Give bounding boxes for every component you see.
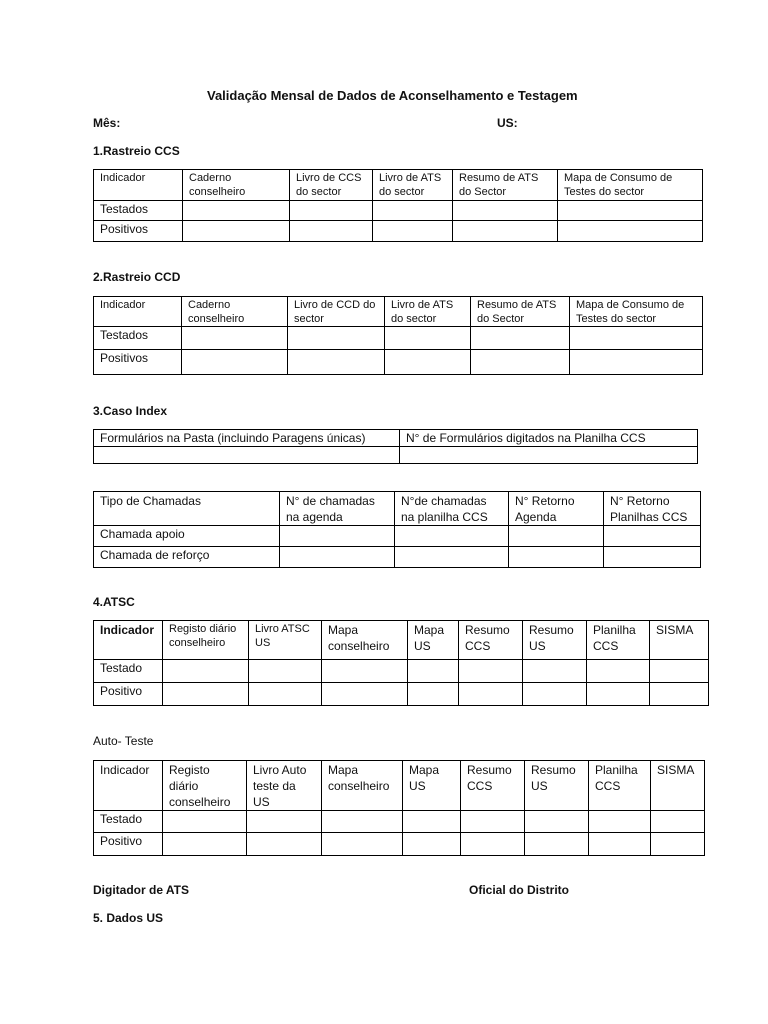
input-cell[interactable]: [288, 350, 385, 375]
header-cell: Mapa US: [403, 761, 461, 811]
input-cell[interactable]: [523, 683, 587, 706]
header-cell: Livro Auto teste da US: [247, 761, 322, 811]
mes-label: Mês:: [93, 116, 121, 130]
header-cell: Caderno conselheiro: [183, 170, 290, 201]
header-cell: Resumo US: [523, 621, 587, 660]
input-cell[interactable]: [247, 811, 322, 833]
input-cell[interactable]: [280, 526, 395, 547]
table-header-row: [94, 430, 698, 447]
input-cell[interactable]: [290, 221, 373, 242]
row-label: Chamada apoio: [94, 526, 280, 547]
atsc-table: [93, 620, 709, 706]
header-cell: N° Retorno Agenda: [509, 492, 604, 526]
input-cell[interactable]: [247, 833, 322, 856]
row-label: Positivo: [94, 683, 163, 706]
input-cell[interactable]: [403, 833, 461, 856]
header-cell: Mapa conselheiro: [322, 621, 408, 660]
input-cell[interactable]: [182, 327, 288, 350]
input-cell[interactable]: [385, 350, 471, 375]
header-cell: Resumo US: [525, 761, 589, 811]
input-cell[interactable]: [461, 833, 525, 856]
rastreio-ccs-table: [93, 169, 703, 242]
header-cell: SISMA: [651, 761, 705, 811]
table-row: [94, 526, 701, 547]
header-cell: Livro ATSC US: [249, 621, 322, 660]
input-cell[interactable]: [509, 547, 604, 568]
header-cell: Resumo de ATS do Sector: [453, 170, 558, 201]
input-cell[interactable]: [280, 547, 395, 568]
row-label: Positivo: [94, 833, 163, 856]
header-cell: Livro de CCS do sector: [290, 170, 373, 201]
input-cell[interactable]: [395, 526, 509, 547]
input-cell[interactable]: [587, 683, 650, 706]
input-cell[interactable]: [322, 833, 403, 856]
input-cell[interactable]: [650, 683, 709, 706]
row-label: Testado: [94, 660, 163, 683]
input-cell[interactable]: [650, 660, 709, 683]
oficial-label: Oficial do Distrito: [469, 883, 570, 897]
header-cell: Indicador: [94, 621, 163, 660]
header-cell: Planilha CCS: [589, 761, 651, 811]
input-cell[interactable]: [604, 547, 701, 568]
input-cell[interactable]: [471, 350, 570, 375]
table-header-row: [94, 492, 701, 526]
table-row: [94, 547, 701, 568]
table-row: [94, 350, 703, 375]
input-cell[interactable]: [373, 201, 453, 221]
header-cell: Mapa conselheiro: [322, 761, 403, 811]
input-cell[interactable]: [459, 660, 523, 683]
row-label: Positivos: [94, 221, 183, 242]
header-cell: Formulários na Pasta (incluindo Paragens únicas): [94, 430, 400, 447]
input-cell[interactable]: [163, 660, 249, 683]
chamadas-table: [93, 491, 701, 568]
input-cell[interactable]: [651, 833, 705, 856]
row-label: Testados: [94, 201, 183, 221]
input-cell[interactable]: [385, 327, 471, 350]
input-cell[interactable]: [183, 201, 290, 221]
header-cell: SISMA: [650, 621, 709, 660]
input-cell[interactable]: [249, 660, 322, 683]
row-label: Testado: [94, 811, 163, 833]
table-row: [94, 201, 703, 221]
header-cell: Mapa US: [408, 621, 459, 660]
input-cell[interactable]: [651, 811, 705, 833]
header-cell: Resumo de ATS do Sector: [471, 297, 570, 327]
input-cell[interactable]: [322, 683, 408, 706]
table-header-row: [94, 297, 703, 327]
input-cell[interactable]: [558, 201, 703, 221]
input-cell[interactable]: [288, 327, 385, 350]
row-label: Testados: [94, 327, 182, 350]
table-row: [94, 327, 703, 350]
input-cell[interactable]: [453, 221, 558, 242]
input-cell[interactable]: [290, 201, 373, 221]
us-label: US:: [497, 116, 518, 130]
table-row: [94, 833, 705, 856]
header-cell: Planilha CCS: [587, 621, 650, 660]
header-cell: Mapa de Consumo de Testes do sector: [558, 170, 703, 201]
header-cell: N° de chamadas na agenda: [280, 492, 395, 526]
input-cell[interactable]: [570, 327, 703, 350]
table-row: [94, 660, 709, 683]
page-title: Validação Mensal de Dados de Aconselhamento e Testagem: [207, 88, 578, 103]
input-cell[interactable]: [408, 660, 459, 683]
header-cell: N° Retorno Planilhas CCS: [604, 492, 701, 526]
input-cell[interactable]: [525, 833, 589, 856]
table-row: [94, 811, 705, 833]
input-cell[interactable]: [459, 683, 523, 706]
section1-heading: 1.Rastreio CCS: [93, 144, 180, 158]
header-cell: Registo diário conselheiro: [163, 761, 247, 811]
rastreio-ccd-table: [93, 296, 703, 375]
header-cell: Mapa de Consumo de Testes do sector: [570, 297, 703, 327]
input-cell[interactable]: [249, 683, 322, 706]
input-cell[interactable]: [587, 660, 650, 683]
input-cell[interactable]: [589, 811, 651, 833]
auto-teste-table: [93, 760, 705, 856]
input-cell[interactable]: [461, 811, 525, 833]
header-cell: N°de chamadas na planilha CCS: [395, 492, 509, 526]
input-cell[interactable]: [471, 327, 570, 350]
header-cell: Livro de ATS do sector: [385, 297, 471, 327]
input-cell[interactable]: [94, 447, 400, 464]
input-cell[interactable]: [525, 811, 589, 833]
input-cell[interactable]: [523, 660, 587, 683]
input-cell[interactable]: [183, 221, 290, 242]
input-cell[interactable]: [163, 811, 247, 833]
table-row: [94, 683, 709, 706]
input-cell[interactable]: [163, 833, 247, 856]
input-cell[interactable]: [400, 447, 698, 464]
header-cell: Indicador: [94, 297, 182, 327]
input-cell[interactable]: [604, 526, 701, 547]
header-cell: N° de Formulários digitados na Planilha CCS: [400, 430, 698, 447]
caso-index-table: [93, 429, 698, 464]
input-cell[interactable]: [509, 526, 604, 547]
input-cell[interactable]: [322, 811, 403, 833]
section2-heading: 2.Rastreio CCD: [93, 270, 181, 284]
table-header-row: [94, 761, 705, 811]
section5-heading: 5. Dados US: [93, 911, 164, 925]
section4-heading: 4.ATSC: [93, 595, 135, 609]
table-row: [94, 447, 698, 464]
header-cell: Registo diário conselheiro: [163, 621, 249, 660]
header-cell: Livro de ATS do sector: [373, 170, 453, 201]
input-cell[interactable]: [182, 350, 288, 375]
header-cell: Caderno conselheiro: [182, 297, 288, 327]
table-row: [94, 221, 703, 242]
table-header-row: [94, 621, 709, 660]
input-cell[interactable]: [163, 683, 249, 706]
header-cell: Indicador: [94, 170, 183, 201]
header-cell: Resumo CCS: [461, 761, 525, 811]
input-cell[interactable]: [408, 683, 459, 706]
header-cell: Tipo de Chamadas: [94, 492, 280, 526]
header-cell: Resumo CCS: [459, 621, 523, 660]
input-cell[interactable]: [395, 547, 509, 568]
digitador-label: Digitador de ATS: [93, 883, 189, 897]
input-cell[interactable]: [322, 660, 408, 683]
input-cell[interactable]: [373, 221, 453, 242]
section3-heading: 3.Caso Index: [93, 404, 168, 418]
input-cell[interactable]: [589, 833, 651, 856]
input-cell[interactable]: [453, 201, 558, 221]
input-cell[interactable]: [570, 350, 703, 375]
input-cell[interactable]: [403, 811, 461, 833]
header-cell: Indicador: [94, 761, 163, 811]
header-cell: Livro de CCD do sector: [288, 297, 385, 327]
input-cell[interactable]: [558, 221, 703, 242]
autoteste-heading: Auto- Teste: [93, 734, 154, 748]
row-label: Positivos: [94, 350, 182, 375]
row-label: Chamada de reforço: [94, 547, 280, 568]
table-header-row: [94, 170, 703, 201]
